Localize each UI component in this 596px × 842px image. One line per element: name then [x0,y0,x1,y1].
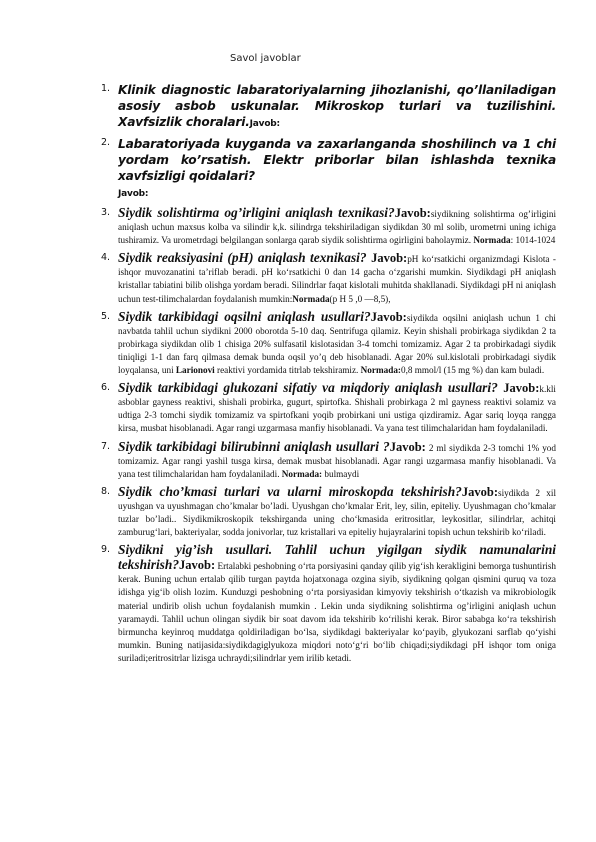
javob-label: Javob: [118,189,149,199]
document-title: Savol javoblar [230,53,301,64]
answer-text: 2 ml siydikda 2-3 tomchi 1% yod tomizamiz. Agar rangi yashil tusga kirsa, demak musbat hisoblanadi. Agar rangi uzgarmasa manfiy hisoblanadi. Va yana test tilimchalaridan ham foydalaniladi. [118,442,556,479]
item-number: 6. [101,382,111,394]
list-item [101,380,556,435]
javob-label: Javob: [461,484,498,499]
answer-text: Ertalabki peshobning o‘rta porsiyasini qanday qilib yig‘ish kerakligini bemorga tushuntirish kerak. Buning uchun ertalab qilib turgan paytda hojatxonaga ozgina siyib, siydikning qolgan qismini quruq va toza idishga yig‘ib olish lozim. Kunduzgi peshobning o‘rta porsiyasidan kimyoviy tekshirish o‘tkazish va mikrobiologik material undirib olish uchun foydalanish mumkin . Lekin unda siydikning solishtirma og’irligini aniqlash uchun yaramaydi. Tahlil uchun olingan siydik bir soat davom ida tekshirib ko‘rilishi kerak. Biror sababga ko‘ra tekshirish birmuncha keyinroq muddatga qoldiriladigan bo‘lsa, siydikdagi bakteriyalar ko‘payib, glyukozani sarflab qo‘yishi mumkin. Buning natijasida:siydikdagiglyukoza miqdori noto‘g‘ri bo‘lib chiqadi;siydikdagi pH ishqor tom oniga suriladi;eritrositrlar lizisga uchraydi;silindrlar yem irilib ketadi. [118,561,556,663]
question-text: Siydik solishtirma og’irligini aniqlash texnikasi? [118,205,395,220]
answer-text: k.kli asboblar gayness reaktivi, shishali probirka, gugurt, spirtofka. Shishali probirkaga 2 ml gayness reaktivi solamiz va udtiga 2-3 tomchi siydik tomizamiz va spirtofkani yoqib probirkani uni ustiga qizdiramiz. Agar sariq loyqa rangga kirsa, musbat hisoblanadi. Agar rangi uzgarmasa manfiy hisoblanadi. Va yana test tilimchalaridan ham foydalaniladi. [118,384,556,434]
list-item [101,308,556,377]
javob-label: Javob: [389,439,426,454]
answer-text: siydikda oqsilni aniqlash uchun 1 chi navbatda tahlil uchun siydikni 2000 oborotda 5-10 daq. Sentrifuga qilamiz. Keyin shishali probirkaga siydikdan 2 ta probirkaga siydikdan olib 1 chisiga 20% sulfasatil kislotasidan 3-4 tomchi tomizamiz. Agar 2 ta probirkadagi siydik tiniqligi 1-1 dan farq qilmasa demak bunda oqsil yo’q deb hisoblanadi. Agar 20% sul.kislotali probirkadagi siydik loyqalansa, uni [118,312,556,376]
javob-label: Javob: [370,309,407,324]
javob-label: Javob: [249,119,280,129]
question-text: Siydik reaksiyasini (pH) aniqlash texnikasi? [118,250,367,266]
list-item [101,82,556,132]
javob-label: Javob: [503,381,540,396]
question-text: Siydik cho’kmasi turlari va ularni miroskopda tekshirish? [118,483,462,499]
question-list [101,82,556,669]
item-number: 5. [101,310,111,322]
norm-value: 0,8 mmol/l (15 mg %) dan kam buladi. [400,365,545,376]
question-text: Siydik tarkibidagi glukozani sifatiy va miqdoriy aniqlash usullari? [118,380,498,396]
javob-label: Javob: [394,206,431,220]
javob-label: Javob: [179,558,216,573]
list-item [101,542,556,665]
list-item [101,205,556,247]
answer-text-continued: reaktivi yordamida titrlab tekshiramiz. [214,365,361,376]
javob-label: Javob: [371,251,408,266]
question-text: Siydikni yig’ish usullari. Tahlil uchun yigilgan siydik namunalarini tekshirish? [118,542,556,573]
question-text: Labaratoriyada kuyganda va zaxarlanganda shoshilinch va 1 chi yordam ko’rsatish. Elektr priborlar bilan ishlashda texnika xavfsizligi qoidalari? [118,137,556,183]
question-text: Siydik tarkibidagi bilirubinni aniqlash usullari ? [118,438,390,454]
answer-text: siydikning solishtirma og’irligini aniqlash uchun maxsus kolba va silindir k,k. silindrga tekshiriladigan siydikdan 30 ml solib, urometrni uning ichiga tushiramiz. Va urometrdagi belgilangan sonlarga qarab siydik solishtirma ogirligini baholaymiz. [118,209,556,246]
list-item [101,438,556,481]
item-number: 4. [101,252,111,264]
list-item [101,136,556,202]
norm-value: (p H 5 ,0 —8,5), [329,293,391,304]
norm-label: Normada [473,235,511,246]
question-text: Klinik diagnostic labaratoriyalarning jihozlanishi, qo’llaniladigan asosiy asbob uskunalar. Mikroskop turlari va tuzilishini. Xavfsizlik choralari. [118,83,556,129]
norm-value: bulmaydi [322,468,360,479]
norm-label: Normada: [281,468,323,479]
item-number: 2. [101,137,111,148]
item-number: 8. [101,485,111,497]
norm-label: Normada [292,293,330,304]
norm-label: Normada: [360,365,401,376]
list-item [101,483,556,539]
item-number: 9. [101,544,111,556]
answer-text: siydikda 2 xil uyushgan va uyushmagan cho’kmalar bo’ladi. Uyushgan cho’kmalar Erit, ley, silin, epiteliy. Uyushmagan cho’kmalar tuzlar bo’ladi.. Siydikmikroskopik tekshirganda uning cho‘kmasida eritrositlar, leykositlar, silindrlar, achitqi zamburug‘lari, bakteriyalar, sodda jonivorlar, tuz kristallari va epiteliy hujayralarini topish uchun tekshirib ko‘riladi. [118,487,556,538]
question-text: Siydik tarkibidagi oqsilni aniqlash usullari? [118,308,371,324]
list-item [101,250,556,305]
answer-text: pH ko‘rsatkichi organizmdagi Kislota - ishqor muvozanatini ta’riflab beradi. pH ko‘rsatkichi 0 dan 14 gacha o‘zgarishi mumkin. Siydikdagi pH aniqlash kristallar tabiatini bilib olishga yordam beradi. Silindrlar faqat kislotali muhitda shakllanadi. Siydikdagi pH ni aniqlash uchun test-tilimchalardan foydalanish mumkin: [118,254,556,304]
bold-word: Larionovi [175,365,215,376]
item-number: 7. [101,440,111,452]
item-number: 1. [101,83,111,94]
item-number: 3. [101,207,111,218]
norm-value: : 1014-1024 [510,235,556,246]
